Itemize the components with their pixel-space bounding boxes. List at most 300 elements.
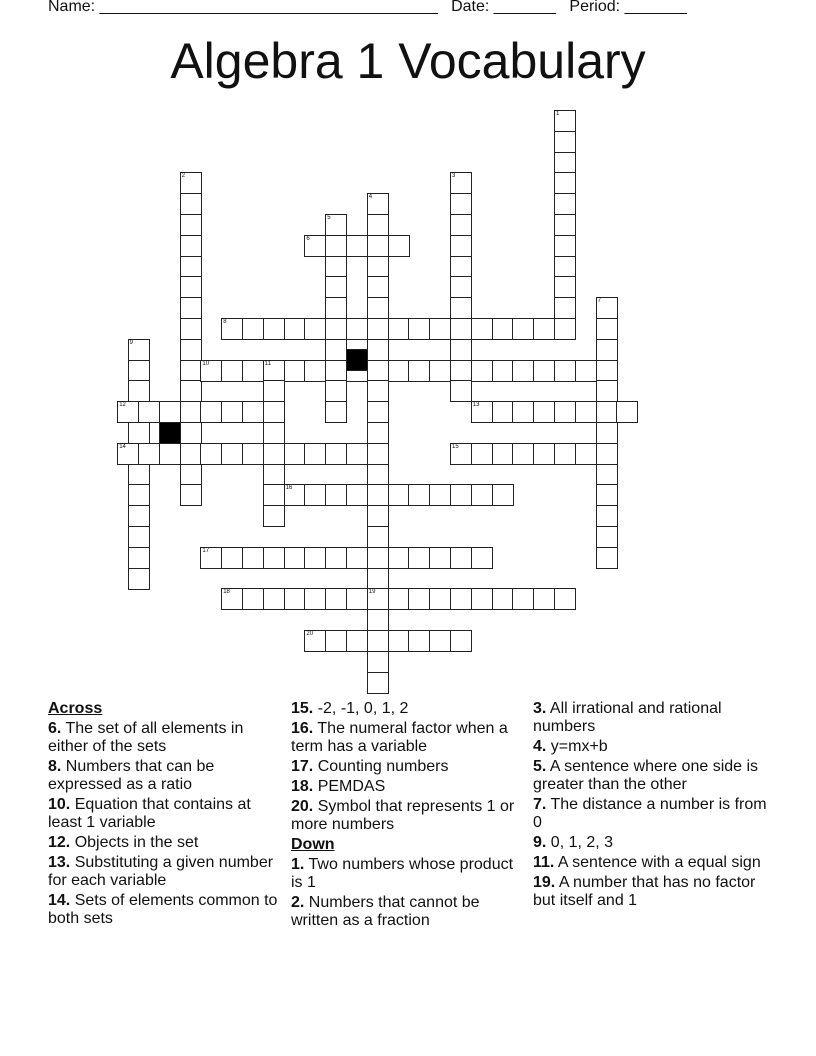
grid-cell[interactable] xyxy=(263,547,285,569)
grid-cell[interactable] xyxy=(450,172,472,194)
grid-cell[interactable] xyxy=(554,297,576,319)
across-clue xyxy=(291,720,521,756)
grid-cell[interactable] xyxy=(304,630,326,652)
grid-cell[interactable] xyxy=(554,235,576,257)
grid-cell[interactable] xyxy=(128,464,150,486)
clue-number: 5. xyxy=(533,758,547,775)
black-cell xyxy=(346,349,368,371)
clue-number-label: 14 xyxy=(119,443,126,450)
grid-cell[interactable] xyxy=(554,110,576,132)
grid-cell[interactable] xyxy=(284,360,306,382)
grid-cell[interactable] xyxy=(367,297,389,319)
grid-cell[interactable] xyxy=(367,651,389,673)
grid-cell[interactable] xyxy=(492,443,514,465)
grid-cell[interactable] xyxy=(200,443,222,465)
grid-cell[interactable] xyxy=(325,484,347,506)
grid-cell[interactable] xyxy=(596,318,618,340)
grid-cell[interactable] xyxy=(128,547,150,569)
grid-cell[interactable] xyxy=(450,360,472,382)
grid-cell[interactable] xyxy=(429,484,451,506)
grid-cell[interactable] xyxy=(304,484,326,506)
clue-number-label: 19 xyxy=(368,589,376,596)
grid-cell[interactable] xyxy=(367,568,389,590)
grid-cell[interactable] xyxy=(388,588,410,610)
clue-text: Objects in the set xyxy=(70,834,199,851)
grid-cell[interactable] xyxy=(367,505,389,527)
grid-cell[interactable] xyxy=(367,443,389,465)
clue-number: 14. xyxy=(48,892,71,909)
across-clue xyxy=(48,892,278,928)
grid-cell[interactable] xyxy=(492,484,514,506)
grid-cell[interactable] xyxy=(242,360,264,382)
grid-cell[interactable] xyxy=(450,547,472,569)
grid-cell[interactable] xyxy=(128,339,150,361)
grid-cell[interactable] xyxy=(117,443,139,465)
grid-cell[interactable] xyxy=(367,193,389,215)
grid-cell[interactable] xyxy=(554,588,576,610)
grid-cell[interactable] xyxy=(325,214,347,236)
grid-cell[interactable] xyxy=(388,360,410,382)
clue-text: The distance a number is from 0 xyxy=(533,796,767,831)
grid-cell[interactable] xyxy=(180,380,202,402)
grid-cell[interactable] xyxy=(304,443,326,465)
grid-cell[interactable] xyxy=(388,630,410,652)
grid-cell[interactable] xyxy=(304,360,326,382)
grid-cell[interactable] xyxy=(554,214,576,236)
name-line[interactable]: ______________________________________ xyxy=(99,0,438,15)
grid-cell[interactable] xyxy=(596,297,618,319)
period-label: Period: xyxy=(569,0,621,15)
grid-cell[interactable] xyxy=(242,318,264,340)
clue-text: Sets of elements common to both sets xyxy=(48,892,278,927)
grid-cell[interactable] xyxy=(221,360,243,382)
grid-cell[interactable] xyxy=(596,380,618,402)
clue-number: 15. xyxy=(291,700,314,717)
clue-number: 10. xyxy=(48,796,71,813)
grid-cell[interactable] xyxy=(263,401,285,423)
grid-cell[interactable] xyxy=(180,484,202,506)
clue-text: Numbers that cannot be written as a fraction xyxy=(291,894,480,929)
grid-cell[interactable] xyxy=(180,297,202,319)
clue-number-label: 16 xyxy=(285,485,293,492)
grid-cell[interactable] xyxy=(533,401,555,423)
grid-cell[interactable] xyxy=(325,380,347,402)
grid-cell[interactable] xyxy=(367,380,389,402)
grid-cell[interactable] xyxy=(554,401,576,423)
clue-number-label: 12 xyxy=(119,402,126,409)
clue-number-label: 15 xyxy=(452,443,459,450)
black-cell xyxy=(159,422,181,444)
grid-cell[interactable] xyxy=(554,256,576,278)
grid-cell[interactable] xyxy=(471,443,493,465)
grid-cell[interactable] xyxy=(554,131,576,153)
across-clue xyxy=(291,798,521,834)
clue-text: Symbol that represents 1 or more numbers xyxy=(291,798,515,833)
grid-cell[interactable] xyxy=(128,484,150,506)
grid-cell[interactable] xyxy=(512,588,534,610)
grid-cell[interactable] xyxy=(367,547,389,569)
clue-number: 4. xyxy=(533,738,547,755)
grid-cell[interactable] xyxy=(180,214,202,236)
grid-cell[interactable] xyxy=(512,443,534,465)
grid-cell[interactable] xyxy=(263,588,285,610)
clue-number: 20. xyxy=(291,798,314,815)
grid-cell[interactable] xyxy=(554,152,576,174)
clue-number: 16. xyxy=(291,720,314,737)
grid-cell[interactable] xyxy=(471,318,493,340)
grid-cell[interactable] xyxy=(138,401,160,423)
clue-number-label: 10 xyxy=(202,360,210,367)
down-clue xyxy=(533,834,773,852)
clue-number-label: 7 xyxy=(597,298,601,305)
grid-cell[interactable] xyxy=(325,547,347,569)
grid-cell[interactable] xyxy=(128,568,150,590)
grid-cell[interactable] xyxy=(367,464,389,486)
grid-cell[interactable] xyxy=(429,630,451,652)
grid-cell[interactable] xyxy=(492,588,514,610)
grid-cell[interactable] xyxy=(325,630,347,652)
grid-cell[interactable] xyxy=(180,256,202,278)
grid-cell[interactable] xyxy=(128,360,150,382)
grid-cell[interactable] xyxy=(450,380,472,402)
grid-cell[interactable] xyxy=(554,172,576,194)
grid-cell[interactable] xyxy=(242,401,264,423)
clue-text: A sentence with a equal sign xyxy=(554,854,761,871)
grid-cell[interactable] xyxy=(159,443,181,465)
grid-cell[interactable] xyxy=(221,588,243,610)
grid-cell[interactable] xyxy=(450,443,472,465)
grid-cell[interactable] xyxy=(325,360,347,382)
grid-cell[interactable] xyxy=(263,443,285,465)
grid-cell[interactable] xyxy=(367,256,389,278)
clue-text: A sentence where one side is greater than the other xyxy=(533,758,759,793)
grid-cell[interactable] xyxy=(284,443,306,465)
grid-cell[interactable] xyxy=(180,318,202,340)
clue-number-label: 20 xyxy=(306,631,314,637)
grid-cell[interactable] xyxy=(429,318,451,340)
across-clue xyxy=(291,700,521,718)
grid-cell[interactable] xyxy=(408,588,430,610)
grid-cell[interactable] xyxy=(596,484,618,506)
date-label: Date: xyxy=(451,0,490,15)
grid-cell[interactable] xyxy=(450,339,472,361)
grid-cell[interactable] xyxy=(242,443,264,465)
grid-cell[interactable] xyxy=(367,422,389,444)
grid-cell[interactable] xyxy=(346,588,368,610)
grid-cell[interactable] xyxy=(596,547,618,569)
grid-cell[interactable] xyxy=(492,318,514,340)
grid-cell[interactable] xyxy=(512,318,534,340)
grid-cell[interactable] xyxy=(180,172,202,194)
grid-cell[interactable] xyxy=(180,360,202,382)
clue-text: Substituting a given number for each variable xyxy=(48,854,274,889)
clue-text: -2, -1, 0, 1, 2 xyxy=(313,700,409,717)
clue-number: 12. xyxy=(48,834,71,851)
grid-cell[interactable] xyxy=(180,235,202,257)
across-clue xyxy=(48,796,278,832)
grid-cell[interactable] xyxy=(450,214,472,236)
grid-cell[interactable] xyxy=(596,526,618,548)
grid-cell[interactable] xyxy=(200,547,222,569)
grid-cell[interactable] xyxy=(367,588,389,610)
grid-cell[interactable] xyxy=(242,588,264,610)
grid-cell[interactable] xyxy=(596,422,618,444)
grid-cell[interactable] xyxy=(263,464,285,486)
grid-cell[interactable] xyxy=(346,235,368,257)
grid-cell[interactable] xyxy=(304,235,326,257)
grid-cell[interactable] xyxy=(533,318,555,340)
grid-cell[interactable] xyxy=(450,256,472,278)
grid-cell[interactable] xyxy=(325,401,347,423)
across-clue xyxy=(48,758,278,794)
grid-cell[interactable] xyxy=(408,318,430,340)
grid-cell[interactable] xyxy=(575,401,597,423)
grid-cell[interactable] xyxy=(596,401,618,423)
clue-text: 0, 1, 2, 3 xyxy=(546,834,614,851)
clue-text: Two numbers whose product is 1 xyxy=(291,856,514,891)
grid-cell[interactable] xyxy=(304,588,326,610)
grid-cell[interactable] xyxy=(367,214,389,236)
down-clue xyxy=(533,700,773,736)
clue-number-label: 13 xyxy=(472,402,480,409)
grid-cell[interactable] xyxy=(596,505,618,527)
grid-cell[interactable] xyxy=(533,360,555,382)
grid-cell[interactable] xyxy=(180,193,202,215)
clue-text: Numbers that can be expressed as a ratio xyxy=(48,758,215,793)
grid-cell[interactable] xyxy=(408,484,430,506)
grid-cell[interactable] xyxy=(180,276,202,298)
clue-number: 19. xyxy=(533,874,556,891)
grid-cell[interactable] xyxy=(325,318,347,340)
grid-cell[interactable] xyxy=(450,276,472,298)
clue-number-label: 3 xyxy=(452,173,456,180)
grid-cell[interactable] xyxy=(117,401,139,423)
grid-cell[interactable] xyxy=(263,360,285,382)
grid-cell[interactable] xyxy=(263,422,285,444)
grid-cell[interactable] xyxy=(554,360,576,382)
grid-cell[interactable] xyxy=(367,526,389,548)
grid-cell[interactable] xyxy=(533,588,555,610)
grid-cell[interactable] xyxy=(325,235,347,257)
grid-cell[interactable] xyxy=(325,297,347,319)
down-clue xyxy=(291,894,521,930)
clue-number-label: 5 xyxy=(327,215,331,221)
clue-number: 11. xyxy=(533,854,555,871)
clue-number-label: 8 xyxy=(223,319,227,325)
grid-cell[interactable] xyxy=(180,422,202,444)
clue-number-label: 17 xyxy=(202,547,210,554)
clue-number: 1. xyxy=(291,856,305,873)
grid-cell[interactable] xyxy=(325,256,347,278)
down-heading: Down xyxy=(291,836,335,853)
grid-cell[interactable] xyxy=(512,360,534,382)
clue-number-label: 1 xyxy=(556,111,560,117)
grid-cell[interactable] xyxy=(492,360,514,382)
down-clue xyxy=(533,796,773,832)
clue-number: 18. xyxy=(291,778,314,795)
grid-cell[interactable] xyxy=(554,193,576,215)
grid-cell[interactable] xyxy=(304,547,326,569)
grid-cell[interactable] xyxy=(304,318,326,340)
grid-cell[interactable] xyxy=(408,547,430,569)
grid-cell[interactable] xyxy=(284,588,306,610)
grid-cell[interactable] xyxy=(596,360,618,382)
grid-cell[interactable] xyxy=(492,401,514,423)
grid-cell[interactable] xyxy=(471,547,493,569)
clue-number: 8. xyxy=(48,758,62,775)
grid-cell[interactable] xyxy=(180,443,202,465)
grid-cell[interactable] xyxy=(512,401,534,423)
grid-cell[interactable] xyxy=(429,588,451,610)
grid-cell[interactable] xyxy=(367,276,389,298)
clue-text: PEMDAS xyxy=(313,778,386,795)
clue-number: 6. xyxy=(48,720,62,737)
grid-cell[interactable] xyxy=(200,401,222,423)
clue-number: 7. xyxy=(533,796,547,813)
grid-cell[interactable] xyxy=(325,276,347,298)
grid-cell[interactable] xyxy=(596,339,618,361)
down-clue xyxy=(291,856,521,892)
grid-cell[interactable] xyxy=(367,630,389,652)
grid-cell[interactable] xyxy=(408,630,430,652)
clue-text: Equation that contains at least 1 variable xyxy=(48,796,251,831)
across-clue xyxy=(291,778,521,796)
grid-cell[interactable] xyxy=(554,443,576,465)
grid-cell[interactable] xyxy=(346,547,368,569)
clue-number-label: 4 xyxy=(368,194,373,201)
grid-cell[interactable] xyxy=(128,526,150,548)
clue-text: A number that has no factor but itself and 1 xyxy=(533,874,756,909)
grid-cell[interactable] xyxy=(242,547,264,569)
clue-text: y=mx+b xyxy=(546,738,608,755)
grid-cell[interactable] xyxy=(367,339,389,361)
page-title: Algebra 1 Vocabulary xyxy=(170,33,646,89)
grid-cell[interactable] xyxy=(221,443,243,465)
grid-cell[interactable] xyxy=(554,318,576,340)
grid-cell[interactable] xyxy=(388,235,410,257)
grid-cell[interactable] xyxy=(325,339,347,361)
grid-cell[interactable] xyxy=(346,318,368,340)
clue-text: All irrational and rational numbers xyxy=(533,700,722,735)
grid-cell[interactable] xyxy=(325,443,347,465)
grid-cell[interactable] xyxy=(128,422,150,444)
grid-cell[interactable] xyxy=(471,401,493,423)
down-clue xyxy=(533,874,773,910)
grid-cell[interactable] xyxy=(596,464,618,486)
grid-cell[interactable] xyxy=(596,443,618,465)
down-clue xyxy=(533,738,773,756)
clue-text: The set of all elements in either of the sets xyxy=(48,720,244,755)
grid-cell[interactable] xyxy=(616,401,638,423)
grid-cell[interactable] xyxy=(388,318,410,340)
grid-cell[interactable] xyxy=(284,318,306,340)
across-clue xyxy=(48,720,278,756)
across-heading: Across xyxy=(48,700,103,717)
grid-cell[interactable] xyxy=(450,235,472,257)
name-label: Name: xyxy=(48,0,96,15)
clue-number: 2. xyxy=(291,894,305,911)
clue-number: 3. xyxy=(533,700,547,717)
grid-cell[interactable] xyxy=(180,339,202,361)
clue-number: 9. xyxy=(533,834,547,851)
grid-cell[interactable] xyxy=(450,484,472,506)
grid-cell[interactable] xyxy=(471,360,493,382)
clue-text: The numeral factor when a term has a variable xyxy=(291,720,508,755)
clue-number-label: 18 xyxy=(223,589,230,596)
grid-cell[interactable] xyxy=(159,401,181,423)
grid-cell[interactable] xyxy=(367,609,389,631)
down-clue xyxy=(533,854,773,872)
clue-number-label: 11 xyxy=(264,360,272,367)
grid-cell[interactable] xyxy=(367,360,389,382)
period-line[interactable]: _______ xyxy=(624,0,687,15)
grid-cell[interactable] xyxy=(263,380,285,402)
grid-cell[interactable] xyxy=(388,484,410,506)
grid-cell[interactable] xyxy=(450,588,472,610)
grid-cell[interactable] xyxy=(575,443,597,465)
clues-column-3 xyxy=(533,700,773,912)
grid-cell[interactable] xyxy=(367,235,389,257)
grid-cell[interactable] xyxy=(346,443,368,465)
grid-cell[interactable] xyxy=(263,318,285,340)
grid-cell[interactable] xyxy=(284,484,306,506)
grid-cell[interactable] xyxy=(471,588,493,610)
date-line[interactable]: _______ xyxy=(493,0,557,15)
grid-cell[interactable] xyxy=(367,672,389,694)
grid-cell[interactable] xyxy=(284,547,306,569)
clue-number-label: 6 xyxy=(306,235,310,242)
grid-cell[interactable] xyxy=(138,443,160,465)
grid-cell[interactable] xyxy=(450,193,472,215)
grid-cell[interactable] xyxy=(263,484,285,506)
grid-cell[interactable] xyxy=(180,401,202,423)
grid-cell[interactable] xyxy=(429,360,451,382)
grid-cell[interactable] xyxy=(388,547,410,569)
grid-cell[interactable] xyxy=(429,547,451,569)
grid-cell[interactable] xyxy=(450,318,472,340)
grid-cell[interactable] xyxy=(128,380,150,402)
grid-cell[interactable] xyxy=(367,484,389,506)
clue-number-label: 9 xyxy=(129,339,133,346)
grid-cell[interactable] xyxy=(450,297,472,319)
grid-cell[interactable] xyxy=(450,630,472,652)
grid-cell[interactable] xyxy=(221,547,243,569)
grid-cell[interactable] xyxy=(367,318,389,340)
grid-cell[interactable] xyxy=(575,360,597,382)
grid-cell[interactable] xyxy=(554,276,576,298)
grid-cell[interactable] xyxy=(263,505,285,527)
grid-cell[interactable] xyxy=(325,588,347,610)
grid-cell[interactable] xyxy=(180,464,202,486)
across-clue xyxy=(291,758,521,776)
clue-number: 13. xyxy=(48,854,71,871)
grid-cell[interactable] xyxy=(346,630,368,652)
grid-cell[interactable] xyxy=(221,401,243,423)
clue-text: Counting numbers xyxy=(313,758,449,775)
across-clue xyxy=(48,854,278,890)
grid-cell[interactable] xyxy=(471,484,493,506)
grid-cell[interactable] xyxy=(200,360,222,382)
grid-cell[interactable] xyxy=(346,484,368,506)
clues-column-1 xyxy=(48,700,278,930)
grid-cell[interactable] xyxy=(533,443,555,465)
clue-number-label: 2 xyxy=(181,173,185,180)
grid-cell[interactable] xyxy=(221,318,243,340)
grid-cell[interactable] xyxy=(367,401,389,423)
grid-cell[interactable] xyxy=(408,360,430,382)
across-clue xyxy=(48,834,278,852)
grid-cell[interactable] xyxy=(128,505,150,527)
